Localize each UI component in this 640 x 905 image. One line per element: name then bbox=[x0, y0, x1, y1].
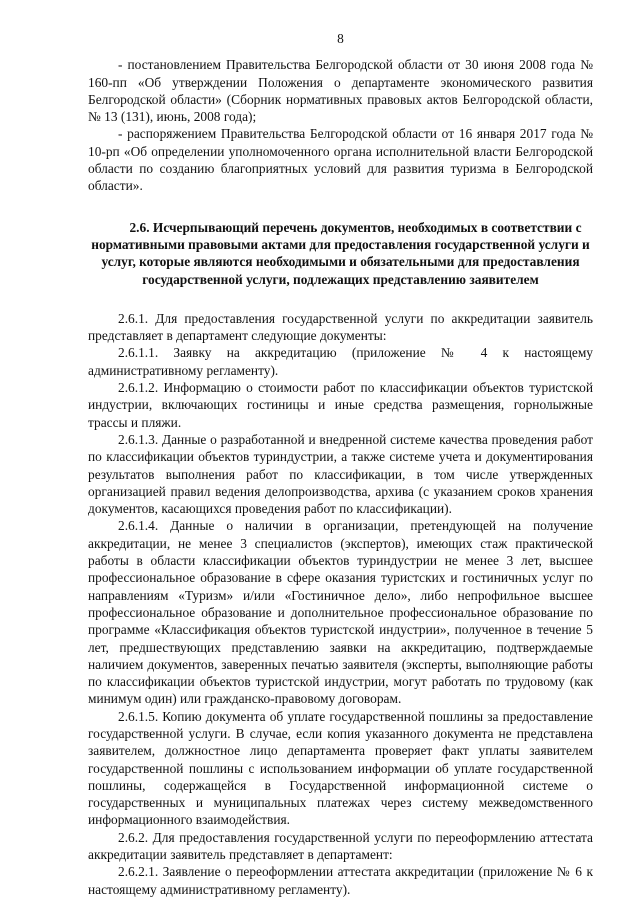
document-page bbox=[88, 30, 593, 898]
page-number: 8 bbox=[337, 31, 344, 46]
paragraph-2-6-1-5: 2.6.1.5. Копию документа об уплате государственной пошлины за предоставление государственной услуги. В случае, если копия указанного документа не представлена заявителем, должностное лицо департамента проверяет факт уплаты заявителем государственной пошлины с использованием информации об уплате государственной пошлины, содержащейся в Государственной информационной системе о государственных и муниципальных платежах через систему межведомственного информационного взаимодействия. bbox=[88, 708, 593, 828]
paragraph-2-6-1: 2.6.1. Для предоставления государственной услуги по аккредитации заявитель представляет в департамент следующие документы: bbox=[88, 310, 593, 344]
paragraph-order-10rp: - распоряжением Правительства Белгородской области от 16 января 2017 года № 10-рп «Об определении уполномоченного органа исполнительной власти Белгородской области по созданию благоприятных условий для развития туризма в Белгородской области». bbox=[88, 126, 593, 194]
paragraph-2-6-1-3: 2.6.1.3. Данные о разработанной и внедренной системе качества проведения работ по классификации объектов туриндустрии, а также системе учета и документирования результатов выполнения работ по классификации, в том числе утвержденных организацией правил ведения делопроизводства, архива (с указанием сроков хранения документов, касающихся проведения работ по классификации). bbox=[88, 431, 593, 517]
paragraph-2-6-1-2: 2.6.1.2. Информацию о стоимости работ по классификации объектов туристской индустрии, включающих гостиницы и иные средства размещения, горнолыжные трассы и пляжи. bbox=[88, 380, 593, 430]
section-heading-2-6: 2.6. Исчерпывающий перечень документов, необходимых в соответствии с нормативными правовыми актами для предоставления государственной услуги и услуг, которые являются необходимыми и обязательными для предоставления государственной услуги, подлежащих представлению заявителем bbox=[91, 219, 590, 287]
paragraph-2-6-1-1: 2.6.1.1. Заявку на аккредитацию (приложение № 4 к настоящему административному регламенту). bbox=[88, 345, 593, 378]
paragraph-2-6-1-4: 2.6.1.4. Данные о наличии в организации, претендующей на получение аккредитации, не менее 3 специалистов (экспертов), имеющих стаж практической работы в области классификации объектов туриндустрии не менее 3 лет, высшее профессиональное образование в сфере оказания туристских и гостиничных услуг по направлениям «Туризм» и/или «Гостиничное дело», либо непрофильное высшее профессиональное образование и дополнительное профессиональное образование по программе «Классификация объектов туристской индустрии», полученное в течение 5 лет, предшествующих представлению заявки на аккредитацию, подтверждаемые наличием документов, заверенных печатью заявителя (эксперты, выполняющие работы по классификации объектов туристской индустрии, могут работать по трудовому (как минимум один) или гражданско-правовому договорам. bbox=[88, 518, 593, 707]
paragraph-2-6-2-1: 2.6.2.1. Заявление о переоформлении аттестата аккредитации (приложение № 6 к настоящему административному регламенту). bbox=[88, 864, 593, 897]
paragraph-2-6-2: 2.6.2. Для предоставления государственной услуги по переоформлению аттестата аккредитации заявитель представляет в департамент: bbox=[88, 829, 593, 863]
paragraph-decree-160pp: - постановлением Правительства Белгородской области от 30 июня 2008 года № 160-пп «Об утверждении Положения о департаменте экономического развития Белгородской области» (Сборник нормативных правовых актов Белгородской области, № 13 (131), июнь, 2008 года); bbox=[88, 57, 593, 125]
